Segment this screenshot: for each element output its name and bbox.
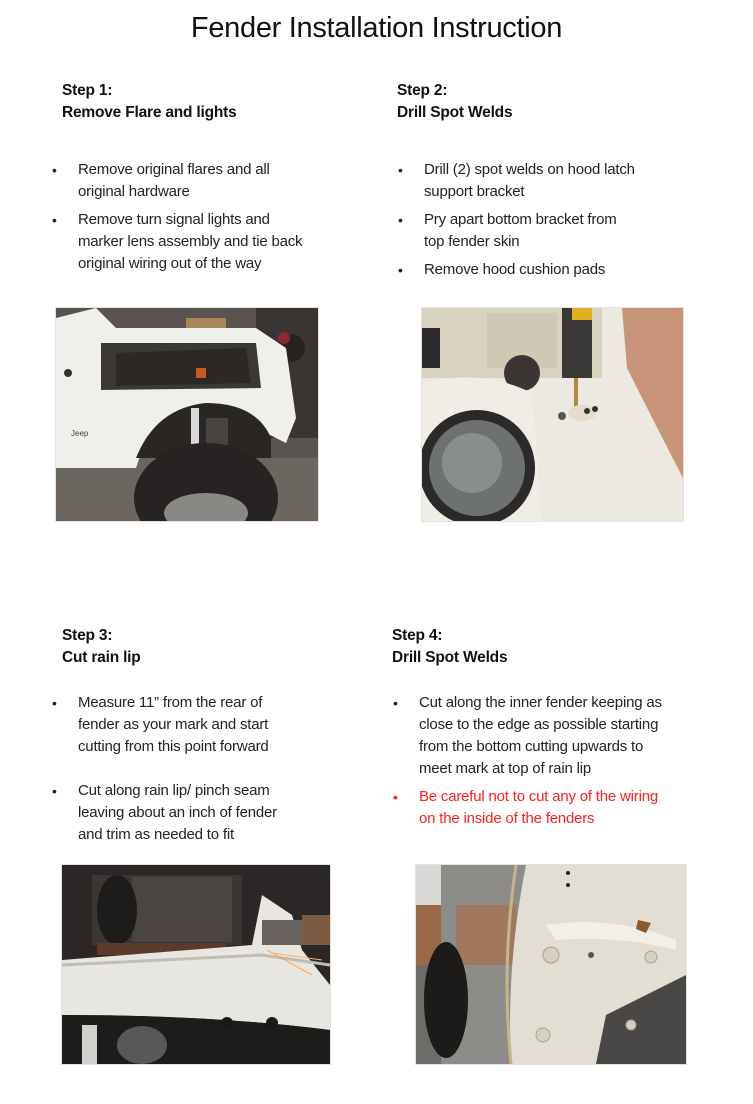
step-label: Step 1: <box>62 82 113 99</box>
step-1 <box>62 80 362 124</box>
step-3-bullets <box>52 692 362 846</box>
bullet-item: • Remove original flares and all original hardware <box>52 161 270 200</box>
document-title: Fender Installation Instruction <box>190 12 563 44</box>
step-2 <box>397 80 697 124</box>
step-heading: Drill Spot Welds <box>392 649 508 666</box>
bullet-item: • Remove hood cushion pads <box>398 259 708 281</box>
step-label: Step 3: <box>62 627 113 644</box>
bullet-item: • Drill (2) spot welds on hood latch support bracket <box>398 161 635 200</box>
step-heading: Remove Flare and lights <box>62 104 237 121</box>
bullet-icon: • <box>393 695 398 711</box>
jeep-badge: Jeep <box>71 429 89 438</box>
bullet-icon: • <box>393 789 398 805</box>
bullet-item: • Measure 11” from the rear of fender as your mark and start cutting from this point forward <box>52 694 269 755</box>
step-heading: Drill Spot Welds <box>397 104 513 121</box>
bullet-item: • Pry apart bottom bracket from top fender skin <box>398 211 617 250</box>
step-3 <box>62 625 362 669</box>
step-3-photo <box>61 864 331 1065</box>
step-4-bullets <box>393 692 723 830</box>
step-2-photo <box>421 307 684 522</box>
warning-bullet-item: • Be careful not to cut any of the wiring on the inside of the fenders <box>393 788 659 827</box>
bullet-icon: • <box>52 162 57 178</box>
bullet-item: • Cut along the inner fender keeping as close to the edge as possible starting from the bottom cutting upwards to meet mark at top of rain lip <box>393 694 662 777</box>
step-1-photo <box>55 307 319 522</box>
step-4 <box>392 625 712 669</box>
bullet-icon: • <box>398 162 403 178</box>
bullet-icon: • <box>398 212 403 228</box>
bullet-icon: • <box>52 783 57 799</box>
step-label: Step 4: <box>392 627 443 644</box>
bullet-icon: • <box>398 262 403 278</box>
step-1-bullets <box>52 159 362 275</box>
step-heading: Cut rain lip <box>62 649 141 666</box>
step-2-bullets <box>398 159 708 281</box>
bullet-icon: • <box>52 695 57 711</box>
bullet-item: • Remove turn signal lights and marker lens assembly and tie back original wiring out of the way <box>52 211 303 272</box>
bullet-icon: • <box>52 212 57 228</box>
bullet-item: • Cut along rain lip/ pinch seam leaving about an inch of fender and trim as needed to fit <box>52 782 277 843</box>
step-4-photo <box>415 864 687 1065</box>
step-label: Step 2: <box>397 82 448 99</box>
